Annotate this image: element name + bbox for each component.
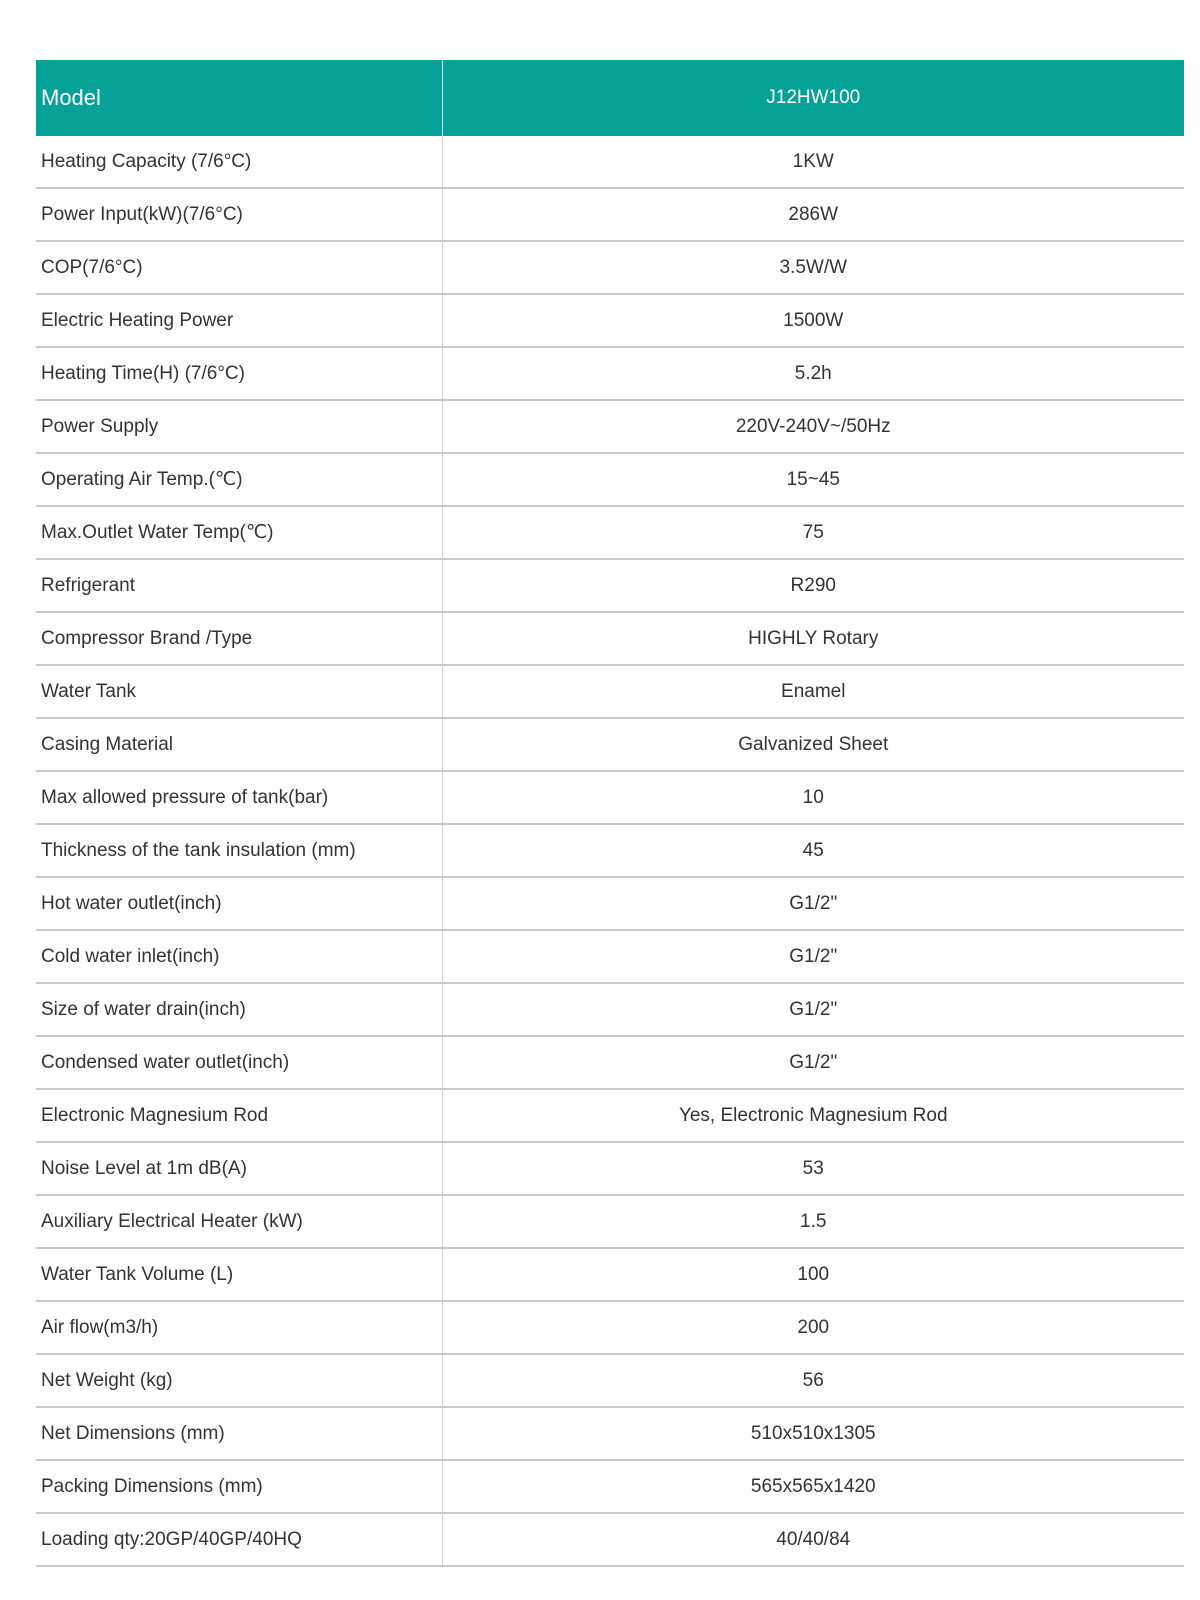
spec-table (36, 60, 1184, 1567)
spec-label: Thickness of the tank insulation (mm) (36, 824, 442, 877)
spec-table-header (36, 60, 1184, 136)
spec-label: Heating Time(H) (7/6°C) (36, 347, 442, 400)
spec-value: 286W (442, 188, 1184, 241)
table-row (36, 1513, 1184, 1566)
table-row (36, 983, 1184, 1036)
spec-label: Water Tank Volume (L) (36, 1248, 442, 1301)
spec-label: Power Supply (36, 400, 442, 453)
spec-value: 220V-240V~/50Hz (442, 400, 1184, 453)
table-row (36, 188, 1184, 241)
spec-label: Compressor Brand /Type (36, 612, 442, 665)
spec-value: 1.5 (442, 1195, 1184, 1248)
spec-value: Enamel (442, 665, 1184, 718)
spec-label: Loading qty:20GP/40GP/40HQ (36, 1513, 442, 1566)
table-row (36, 136, 1184, 188)
spec-value: 53 (442, 1142, 1184, 1195)
header-row (36, 60, 1184, 136)
table-row (36, 1460, 1184, 1513)
spec-label: Size of water drain(inch) (36, 983, 442, 1036)
spec-label: Casing Material (36, 718, 442, 771)
spec-label: Condensed water outlet(inch) (36, 1036, 442, 1089)
spec-label: Electric Heating Power (36, 294, 442, 347)
spec-value: 5.2h (442, 347, 1184, 400)
spec-label: Refrigerant (36, 559, 442, 612)
spec-value: 56 (442, 1354, 1184, 1407)
spec-label: Net Weight (kg) (36, 1354, 442, 1407)
spec-value: 1KW (442, 136, 1184, 188)
table-row (36, 1089, 1184, 1142)
spec-value: 1500W (442, 294, 1184, 347)
spec-label: Net Dimensions (mm) (36, 1407, 442, 1460)
spec-value: 3.5W/W (442, 241, 1184, 294)
spec-value: 200 (442, 1301, 1184, 1354)
spec-label: Operating Air Temp.(℃) (36, 453, 442, 506)
table-row (36, 506, 1184, 559)
spec-value: 510x510x1305 (442, 1407, 1184, 1460)
spec-label: Air flow(m3/h) (36, 1301, 442, 1354)
spec-label: Cold water inlet(inch) (36, 930, 442, 983)
spec-value: 40/40/84 (442, 1513, 1184, 1566)
spec-value: G1/2" (442, 983, 1184, 1036)
table-row (36, 1301, 1184, 1354)
spec-label: Water Tank (36, 665, 442, 718)
spec-label: Hot water outlet(inch) (36, 877, 442, 930)
spec-value: 100 (442, 1248, 1184, 1301)
spec-label: Auxiliary Electrical Heater (kW) (36, 1195, 442, 1248)
table-row (36, 718, 1184, 771)
spec-value: G1/2" (442, 1036, 1184, 1089)
spec-value: R290 (442, 559, 1184, 612)
spec-value: G1/2" (442, 930, 1184, 983)
spec-label: Max allowed pressure of tank(bar) (36, 771, 442, 824)
table-row (36, 1036, 1184, 1089)
spec-table-body (36, 136, 1184, 1566)
table-row (36, 400, 1184, 453)
spec-value: 10 (442, 771, 1184, 824)
table-row (36, 1248, 1184, 1301)
spec-value: HIGHLY Rotary (442, 612, 1184, 665)
table-row (36, 241, 1184, 294)
spec-value: 565x565x1420 (442, 1460, 1184, 1513)
spec-label: Electronic Magnesium Rod (36, 1089, 442, 1142)
spec-label: Noise Level at 1m dB(A) (36, 1142, 442, 1195)
spec-value: 15~45 (442, 453, 1184, 506)
table-row (36, 559, 1184, 612)
table-row (36, 1142, 1184, 1195)
spec-value: 75 (442, 506, 1184, 559)
spec-label: Heating Capacity (7/6°C) (36, 136, 442, 188)
table-row (36, 294, 1184, 347)
table-row (36, 665, 1184, 718)
table-row (36, 453, 1184, 506)
table-row (36, 771, 1184, 824)
table-row (36, 612, 1184, 665)
spec-value: 45 (442, 824, 1184, 877)
table-row (36, 1354, 1184, 1407)
model-header-label: Model (36, 60, 442, 136)
spec-label: COP(7/6°C) (36, 241, 442, 294)
table-row (36, 877, 1184, 930)
table-row (36, 1195, 1184, 1248)
spec-label: Max.Outlet Water Temp(℃) (36, 506, 442, 559)
spec-value: Yes, Electronic Magnesium Rod (442, 1089, 1184, 1142)
spec-label: Packing Dimensions (mm) (36, 1460, 442, 1513)
table-row (36, 1407, 1184, 1460)
table-row (36, 347, 1184, 400)
spec-label: Power Input(kW)(7/6°C) (36, 188, 442, 241)
table-row (36, 824, 1184, 877)
model-header-value: J12HW100 (442, 60, 1184, 136)
table-row (36, 930, 1184, 983)
spec-value: Galvanized Sheet (442, 718, 1184, 771)
spec-value: G1/2" (442, 877, 1184, 930)
